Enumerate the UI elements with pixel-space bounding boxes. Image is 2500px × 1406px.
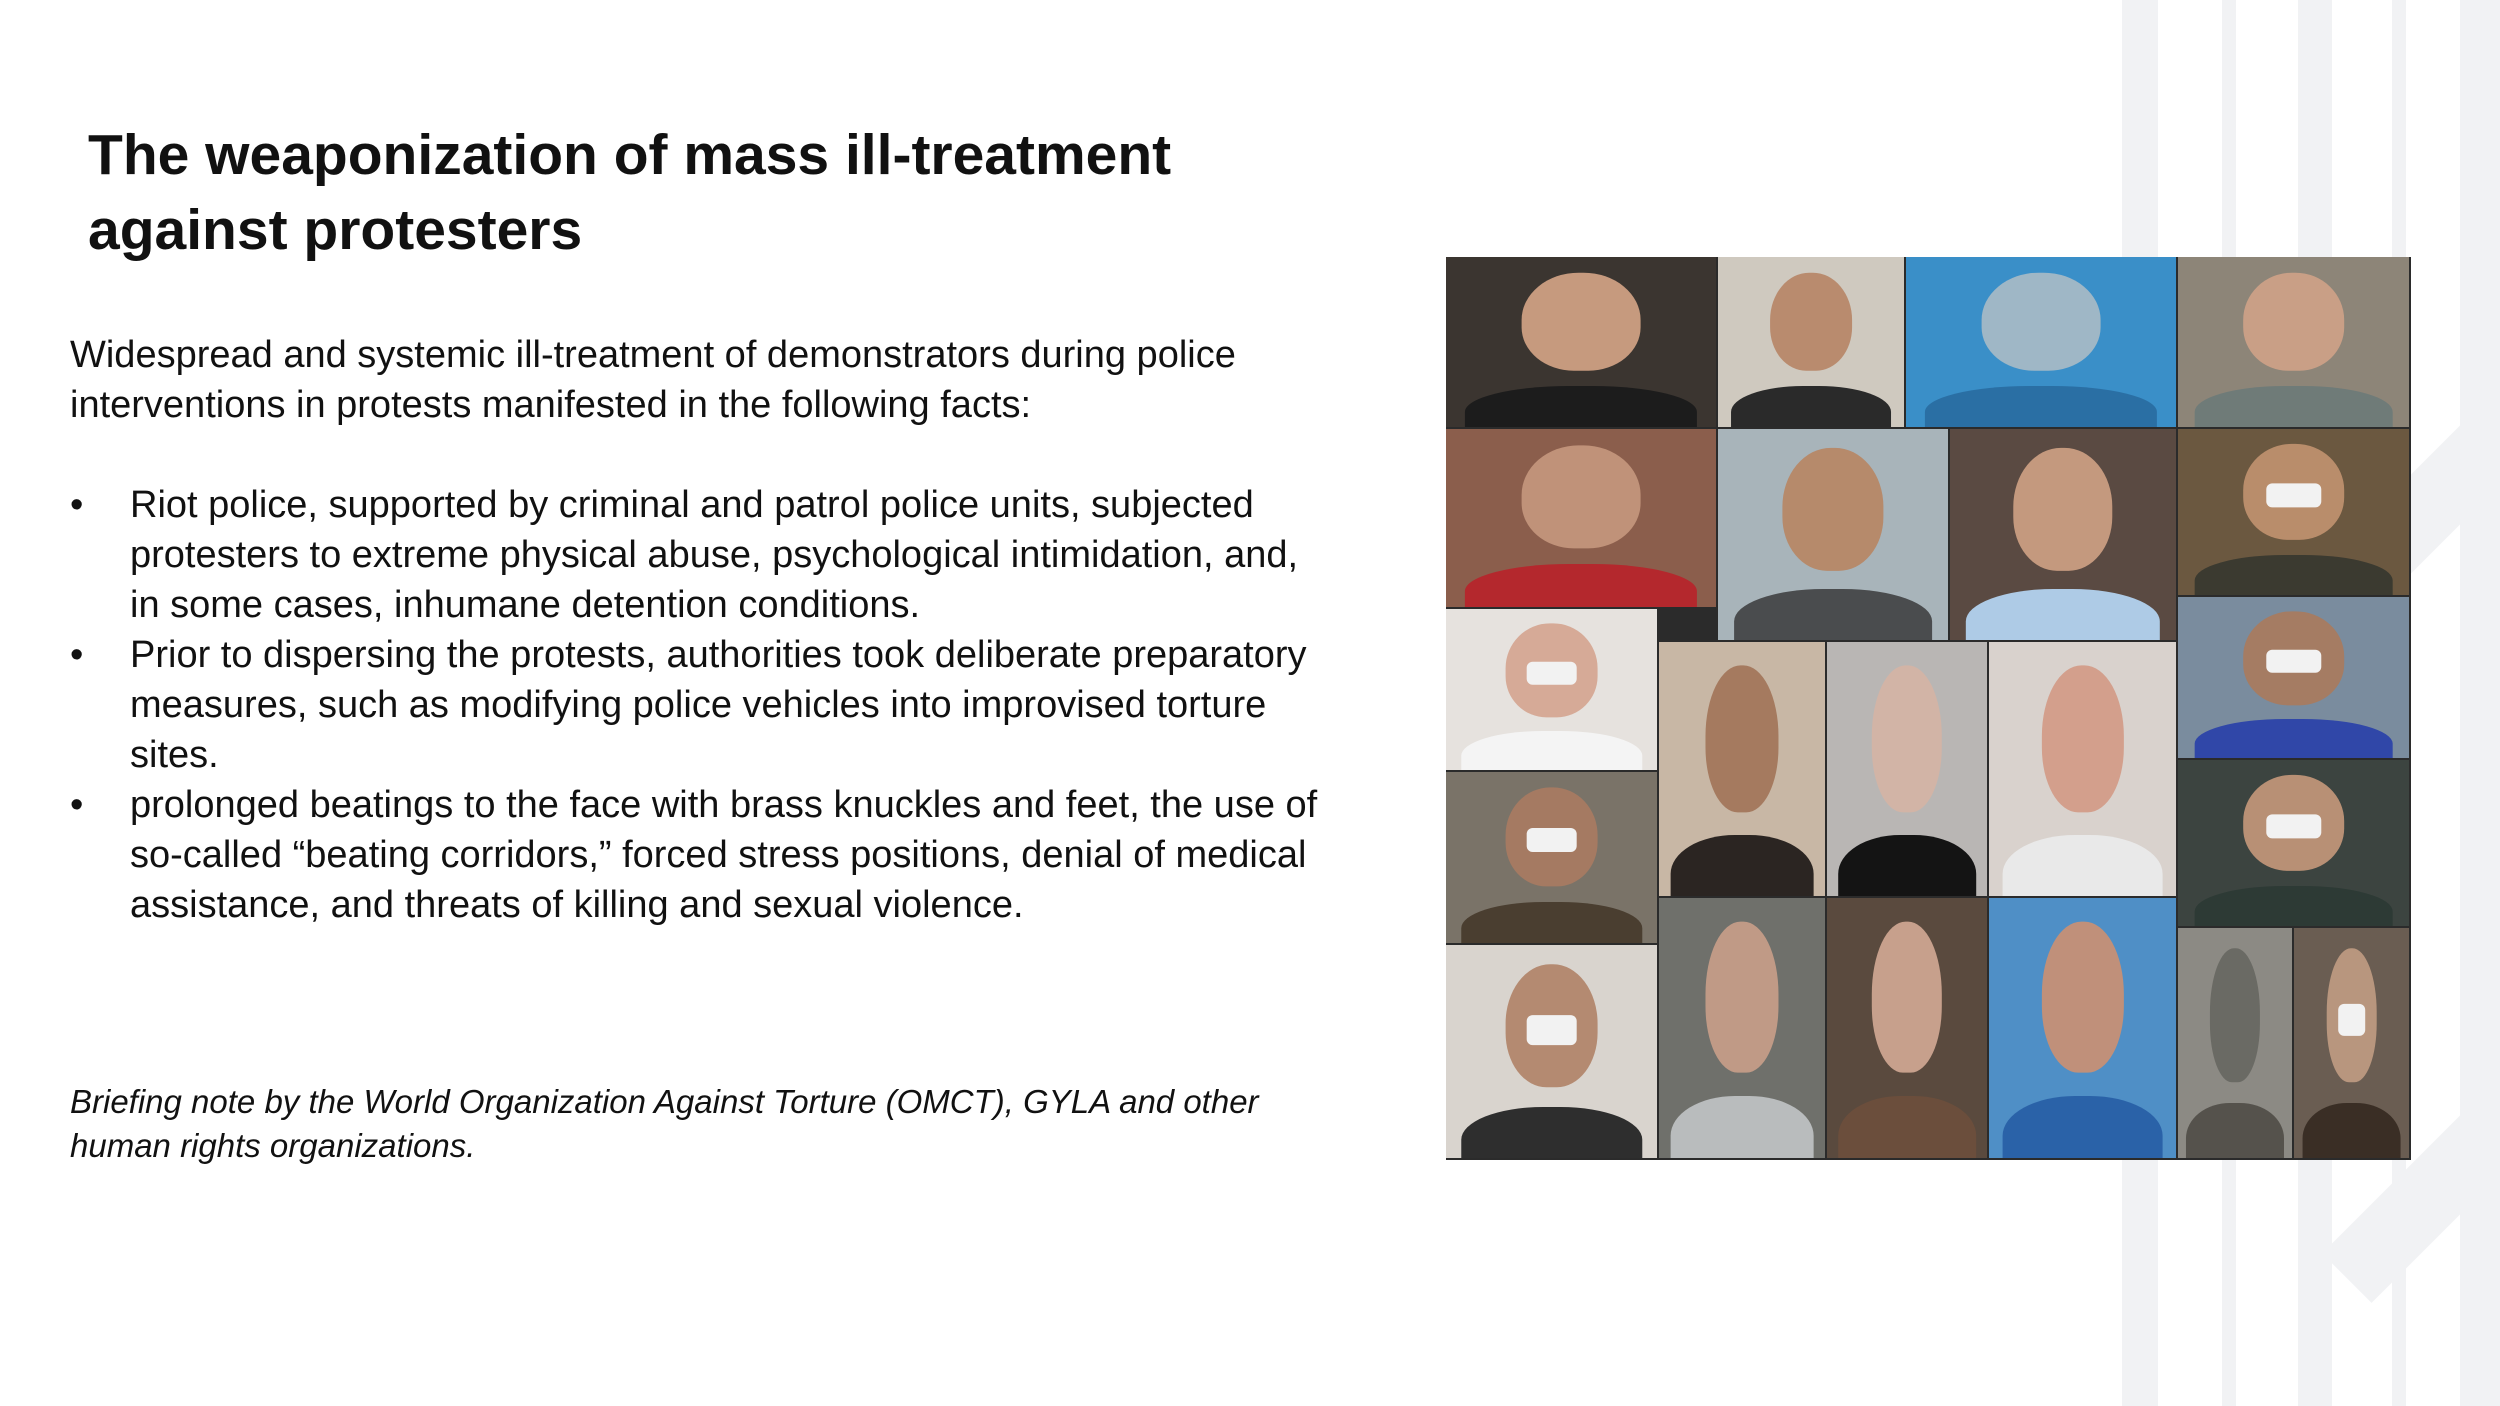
collage-photo — [1906, 257, 2176, 427]
bullet-marker: • — [70, 784, 84, 826]
intro-line: Widespread and systemic ill-treatment of demonstrators during police — [70, 334, 1236, 376]
collage-photo — [1718, 429, 1948, 640]
collage-photo — [1989, 898, 2176, 1158]
photo-bandage — [1526, 662, 1577, 685]
photo-torso — [2194, 886, 2393, 926]
collage-photo — [2178, 597, 2409, 758]
photo-face — [1872, 665, 1942, 812]
collage-photo — [2178, 928, 2292, 1158]
source-line: Briefing note by the World Organization Against Torture (OMCT), GYLA and other — [70, 1083, 1259, 1120]
collage-photo — [1446, 609, 1657, 770]
photo-face — [1770, 272, 1852, 371]
collage-photo — [1659, 642, 1825, 896]
source-note — [70, 1080, 1370, 1168]
photo-bandage — [2266, 650, 2321, 673]
bullet-marker: • — [70, 484, 84, 526]
photo-torso — [1925, 386, 2157, 427]
photo-face — [1705, 921, 1778, 1072]
photo-bandage — [2266, 815, 2321, 838]
photo-torso — [2194, 719, 2393, 758]
intro-line: interventions in protests manifested in the following facts: — [70, 384, 1032, 426]
photo-bandage — [1526, 828, 1577, 852]
collage-photo — [1659, 898, 1825, 1158]
collage-photo — [1446, 429, 1716, 607]
photo-torso — [1838, 1096, 1976, 1158]
fact-line: Prior to dispersing the protests, authorities took deliberate preparatory — [130, 634, 1307, 676]
slide-title — [88, 118, 1388, 268]
photo-torso — [2002, 1096, 2163, 1158]
photo-torso — [1461, 731, 1642, 770]
photo-torso — [1671, 835, 1814, 896]
bullet-marker: • — [70, 634, 84, 676]
collage-photo — [1827, 642, 1987, 896]
photo-face — [2041, 665, 2123, 812]
intro-paragraph — [70, 330, 1370, 430]
collage-photo — [1446, 945, 1657, 1158]
fact-line: protesters to extreme physical abuse, psychological intimidation, and, — [130, 534, 1299, 576]
photo-face — [1705, 665, 1778, 812]
photo-torso — [1465, 564, 1697, 607]
photo-torso — [2194, 555, 2393, 595]
photo-torso — [2002, 835, 2163, 896]
collage-photo — [2178, 760, 2409, 926]
photo-torso — [1731, 386, 1891, 427]
photo-torso — [1461, 1107, 1642, 1158]
photo-torso — [1671, 1096, 1814, 1158]
collage-photo — [2178, 429, 2409, 595]
photo-torso — [1734, 589, 1932, 640]
photo-face — [1782, 448, 1883, 570]
collage-photo — [1827, 898, 1987, 1158]
collage-photo — [1950, 429, 2176, 640]
photo-face — [2243, 272, 2345, 371]
photo-face — [1522, 272, 1641, 371]
photo-torso — [2186, 1103, 2284, 1158]
photo-bandage — [2338, 1004, 2366, 1036]
photo-collage — [1446, 257, 2411, 1160]
photo-face — [1872, 921, 1942, 1072]
photo-torso — [2302, 1103, 2401, 1158]
facts-list — [70, 480, 1360, 930]
fact-line: measures, such as modifying police vehicles into improvised torture — [130, 684, 1267, 726]
fact-item — [70, 630, 1360, 780]
fact-line: so-called “beating corridors,” forced stress positions, denial of medical — [130, 834, 1307, 876]
photo-torso — [1465, 386, 1697, 427]
collage-photo — [2178, 257, 2409, 427]
slide-title-line: against protesters — [88, 198, 583, 262]
fact-line: Riot police, supported by criminal and patrol police units, subjected — [130, 484, 1254, 526]
slide-title-line: The weaponization of mass ill-treatment — [88, 123, 1172, 187]
source-line: human rights organizations. — [70, 1127, 476, 1164]
photo-torso — [1966, 589, 2160, 640]
photo-face — [1982, 272, 2101, 371]
collage-photo — [1446, 772, 1657, 943]
photo-face — [2013, 448, 2112, 570]
photo-face — [1522, 445, 1641, 548]
fact-line: prolonged beatings to the face with brass knuckles and feet, the use of — [130, 784, 1318, 826]
photo-face — [2041, 921, 2123, 1072]
photo-bandage — [2266, 484, 2321, 507]
photo-torso — [2194, 386, 2393, 427]
photo-face — [2210, 949, 2260, 1082]
photo-torso — [1461, 902, 1642, 943]
fact-item — [70, 480, 1360, 630]
collage-photo — [1718, 257, 1904, 427]
fact-line: assistance, and threats of killing and sexual violence. — [130, 884, 1024, 926]
photo-torso — [1838, 835, 1976, 896]
fact-line: in some cases, inhumane detention conditions. — [130, 584, 921, 626]
collage-photo — [1989, 642, 2176, 896]
collage-photo — [1446, 257, 1716, 427]
collage-photo — [2294, 928, 2409, 1158]
fact-item — [70, 780, 1360, 930]
fact-line: sites. — [130, 734, 219, 776]
photo-bandage — [1526, 1015, 1577, 1045]
